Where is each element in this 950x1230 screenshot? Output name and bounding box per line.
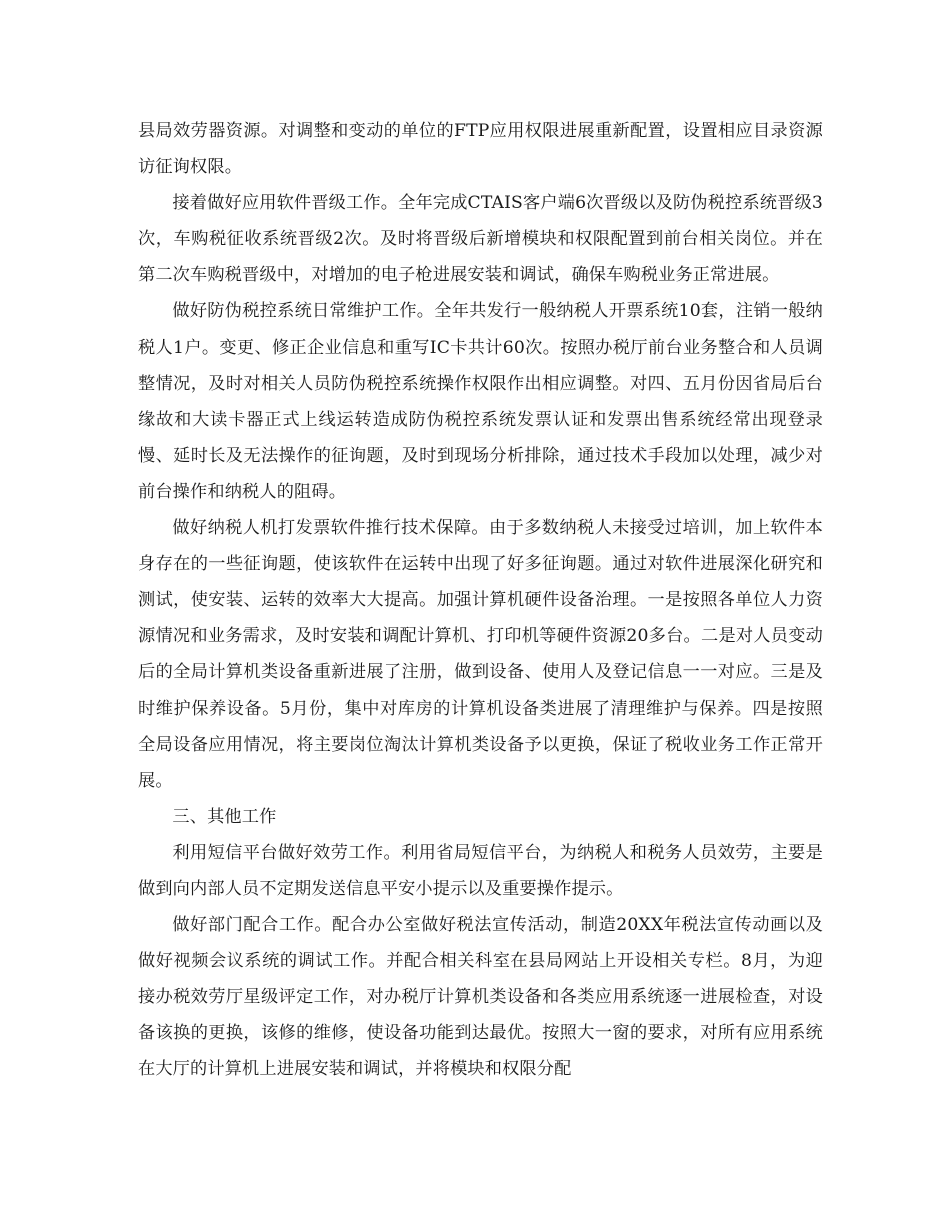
document-body bbox=[138, 113, 823, 1088]
paragraph: 县局效劳器资源。对调整和变动的单位的FTP应用权限进展重新配置，设置相应目录资源访征询权限。 bbox=[138, 121, 823, 178]
paragraph: 利用短信平台做好效劳工作。利用省局短信平台，为纳税人和税务人员效劳，主要是做到向内部人员不定期发送信息平安小提示以及重要操作提示。 bbox=[138, 842, 823, 899]
paragraph: 做好部门配合工作。配合办公室做好税法宣传活动，制造20XX年税法宣传动画以及做好视频会议系统的调试工作。并配合相关科室在县局网站上开设相关专栏。8月，为迎接办税效劳厅星级评定工作，对办税厅计算机类设备和各类应用系统逐一进展检查，对设备该换的更换，该修的维修，使设备功能到达最优。按照大一窗的要求，对所有应用系统在大厅的计算机上进展安装和调试，并将模块和权限分配 bbox=[138, 915, 823, 1080]
paragraph: 接着做好应用软件晋级工作。全年完成CTAIS客户端6次晋级以及防伪税控系统晋级3次，车购税征收系统晋级2次。及时将晋级后新增模块和权限配置到前台相关岗位。并在第二次车购税晋级中，对增加的电子枪进展安装和调试，确保车购税业务正常进展。 bbox=[138, 193, 823, 286]
paragraph: 做好纳税人机打发票软件推行技术保障。由于多数纳税人未接受过培训，加上软件本身存在的一些征询题，使该软件在运转中出现了好多征询题。通过对软件进展深化研究和测试，使安装、运转的效率大大提高。加强计算机硬件设备治理。一是按照各单位人力资源情况和业务需求，及时安装和调配计算机、打印机等硬件资源20多台。二是对人员变动后的全局计算机类设备重新进展了注册，做到设备、使用人及登记信息一一对应。三是及时维护保养设备。5月份，集中对库房的计算机设备类进展了清理维护与保养。四是按照全局设备应用情况，将主要岗位淘汰计算机类设备予以更换，保证了税收业务工作正常开展。 bbox=[138, 518, 823, 791]
paragraph: 做好防伪税控系统日常维护工作。全年共发行一般纳税人开票系统10套，注销一般纳税人1户。变更、修正企业信息和重写IC卡共计60次。按照办税厅前台业务整合和人员调整情况，及时对相关人员防伪税控系统操作权限作出相应调整。对四、五月份因省局后台缘故和大读卡器正式上线运转造成防伪税控系统发票认证和发票出售系统经常出现登录慢、延时长及无法操作的征询题，及时到现场分析排除，通过技术手段加以处理，减少对前台操作和纳税人的阻碍。 bbox=[138, 301, 823, 502]
section-heading: 三、其他工作 bbox=[172, 806, 277, 827]
